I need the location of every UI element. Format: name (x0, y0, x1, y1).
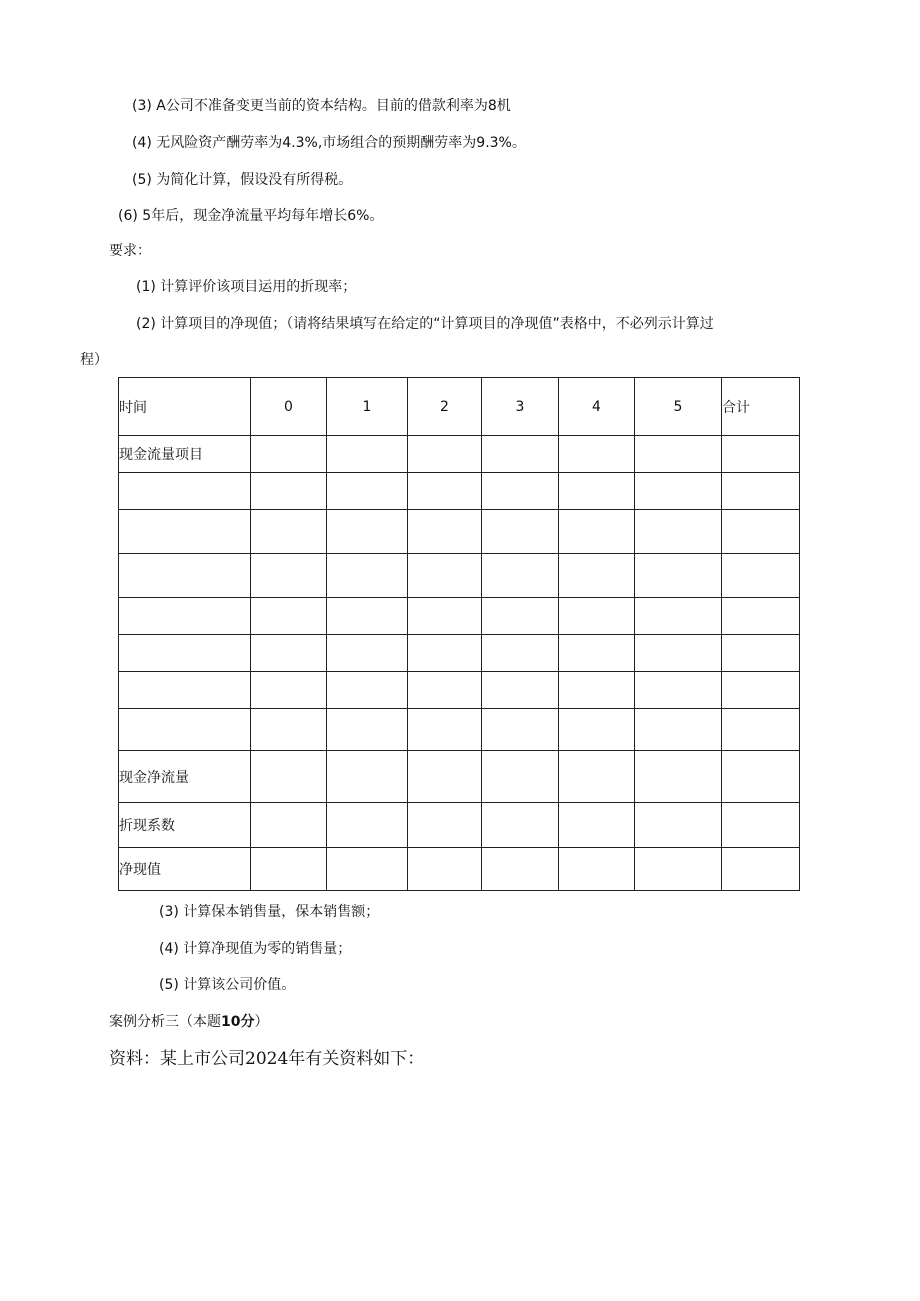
table-cell[interactable] (408, 436, 482, 473)
table-row (119, 672, 800, 709)
table-cell[interactable] (635, 751, 722, 803)
table-cell[interactable] (119, 510, 251, 554)
table-cell[interactable] (408, 554, 482, 598)
table-cell[interactable] (722, 436, 800, 473)
header-period-2: 2 (408, 378, 482, 436)
table-cell[interactable] (635, 709, 722, 751)
table-cell[interactable] (559, 554, 635, 598)
table-cell[interactable] (327, 473, 408, 510)
table-cell[interactable] (482, 803, 559, 848)
header-total: 合计 (722, 378, 800, 436)
item-3: (3) A公司不准备变更当前的资本结构。目前的借款利率为8机 (132, 98, 511, 114)
table-cell[interactable] (408, 751, 482, 803)
table-cell[interactable] (327, 554, 408, 598)
table-cell[interactable] (327, 598, 408, 635)
requirement-1: (1) 计算评价该项目运用的折现率； (136, 279, 357, 295)
table-cell[interactable] (559, 751, 635, 803)
npv-table (118, 377, 800, 891)
item-6: (6) 5年后，现金净流量平均每年增长6%。 (118, 208, 384, 224)
table-cell[interactable] (408, 598, 482, 635)
materials-line: 资料：某上市公司2024年有关资料如下： (109, 1049, 425, 1069)
table-cell[interactable] (722, 598, 800, 635)
table-row (119, 554, 800, 598)
header-period-5: 5 (635, 378, 722, 436)
table-cell[interactable] (251, 554, 327, 598)
case-heading-points: 10分 (221, 1014, 255, 1030)
table-cell[interactable] (559, 848, 635, 891)
table-cell[interactable] (408, 635, 482, 672)
header-period-3: 3 (482, 378, 559, 436)
case-heading-suffix: ） (254, 1014, 269, 1030)
table-cell[interactable] (722, 510, 800, 554)
table-cell[interactable] (327, 635, 408, 672)
table-row-net-present-value (119, 848, 800, 891)
table-header-row (119, 378, 800, 436)
table-cell[interactable] (722, 635, 800, 672)
requirement-heading: 要求： (109, 243, 151, 259)
requirement-2-continued: 程） (80, 352, 108, 368)
header-period-1: 1 (327, 378, 408, 436)
requirement-2: (2) 计算项目的净现值；（请将结果填写在给定的“计算项目的净现值”表格中，不必列示计算过 (136, 316, 714, 332)
table-cell[interactable] (408, 672, 482, 709)
table-cell[interactable] (722, 751, 800, 803)
table-cell[interactable] (482, 554, 559, 598)
table-row (119, 510, 800, 554)
table-cell[interactable] (722, 473, 800, 510)
table-cell[interactable] (119, 598, 251, 635)
table-cell[interactable] (327, 751, 408, 803)
table-cell[interactable] (635, 473, 722, 510)
table-cell[interactable] (722, 709, 800, 751)
table-cell[interactable] (635, 436, 722, 473)
header-period-0: 0 (251, 378, 327, 436)
table-cell[interactable] (482, 751, 559, 803)
table-cell[interactable] (482, 598, 559, 635)
table-cell[interactable] (482, 436, 559, 473)
table-cell[interactable] (722, 672, 800, 709)
table-cell[interactable] (251, 598, 327, 635)
table-cell[interactable] (635, 554, 722, 598)
table-cell[interactable] (722, 554, 800, 598)
table-cell[interactable] (482, 635, 559, 672)
table-cell[interactable] (327, 436, 408, 473)
case-heading (109, 1013, 268, 1031)
table-cell[interactable] (251, 436, 327, 473)
table-cell[interactable] (251, 848, 327, 891)
table-cell[interactable] (559, 598, 635, 635)
table-cell[interactable] (327, 709, 408, 751)
table-cell[interactable] (119, 473, 251, 510)
table-cell[interactable] (722, 803, 800, 848)
row-label-cashflow-items: 现金流量项目 (119, 436, 251, 473)
item-4: (4) 无风险资产酬劳率为4.3%,市场组合的预期酬劳率为9.3%。 (132, 135, 526, 151)
item-5: (5) 为简化计算，假设没有所得税。 (132, 172, 353, 188)
table-cell[interactable] (327, 803, 408, 848)
table-cell[interactable] (408, 803, 482, 848)
table-cell[interactable] (559, 709, 635, 751)
table-cell[interactable] (408, 510, 482, 554)
table-cell[interactable] (559, 473, 635, 510)
table-row (119, 635, 800, 672)
requirement-5: (5) 计算该公司价值。 (159, 977, 296, 993)
table-cell[interactable] (119, 672, 251, 709)
table-row (119, 709, 800, 751)
table-cell[interactable] (635, 848, 722, 891)
requirement-3: (3) 计算保本销售量，保本销售额； (159, 904, 380, 920)
header-period-4: 4 (559, 378, 635, 436)
table-cell[interactable] (635, 598, 722, 635)
table-row (119, 473, 800, 510)
table-cell[interactable] (408, 848, 482, 891)
table-cell[interactable] (559, 510, 635, 554)
table-cell[interactable] (327, 848, 408, 891)
table-cell[interactable] (635, 803, 722, 848)
table-cell[interactable] (559, 436, 635, 473)
table-row-net-cashflow (119, 751, 800, 803)
table-cell[interactable] (482, 473, 559, 510)
table-cell[interactable] (722, 848, 800, 891)
table-cell[interactable] (251, 803, 327, 848)
table-cell[interactable] (251, 709, 327, 751)
table-cell[interactable] (482, 848, 559, 891)
table-cell[interactable] (119, 554, 251, 598)
table-cell[interactable] (635, 672, 722, 709)
table-cell[interactable] (251, 672, 327, 709)
table-cell[interactable] (119, 709, 251, 751)
table-cell[interactable] (482, 709, 559, 751)
case-heading-prefix: 案例分析三（本题 (109, 1014, 221, 1030)
header-time: 时间 (119, 378, 251, 436)
row-label-net-cashflow: 现金净流量 (119, 751, 251, 803)
table-row-cashflow-items (119, 436, 800, 473)
table-cell[interactable] (119, 635, 251, 672)
table-cell[interactable] (408, 473, 482, 510)
table-cell[interactable] (635, 510, 722, 554)
table-cell[interactable] (327, 510, 408, 554)
table-cell[interactable] (635, 635, 722, 672)
requirement-4: (4) 计算净现值为零的销售量； (159, 941, 352, 957)
table-cell[interactable] (327, 672, 408, 709)
table-cell[interactable] (251, 751, 327, 803)
table-cell[interactable] (559, 635, 635, 672)
row-label-discount-factor: 折现系数 (119, 803, 251, 848)
table-cell[interactable] (559, 672, 635, 709)
table-cell[interactable] (408, 709, 482, 751)
row-label-net-present-value: 净现值 (119, 848, 251, 891)
table-cell[interactable] (482, 510, 559, 554)
table-cell[interactable] (251, 510, 327, 554)
table-cell[interactable] (251, 635, 327, 672)
table-cell[interactable] (251, 473, 327, 510)
table-cell[interactable] (482, 672, 559, 709)
table-row-discount-factor (119, 803, 800, 848)
table-cell[interactable] (559, 803, 635, 848)
table-row (119, 598, 800, 635)
